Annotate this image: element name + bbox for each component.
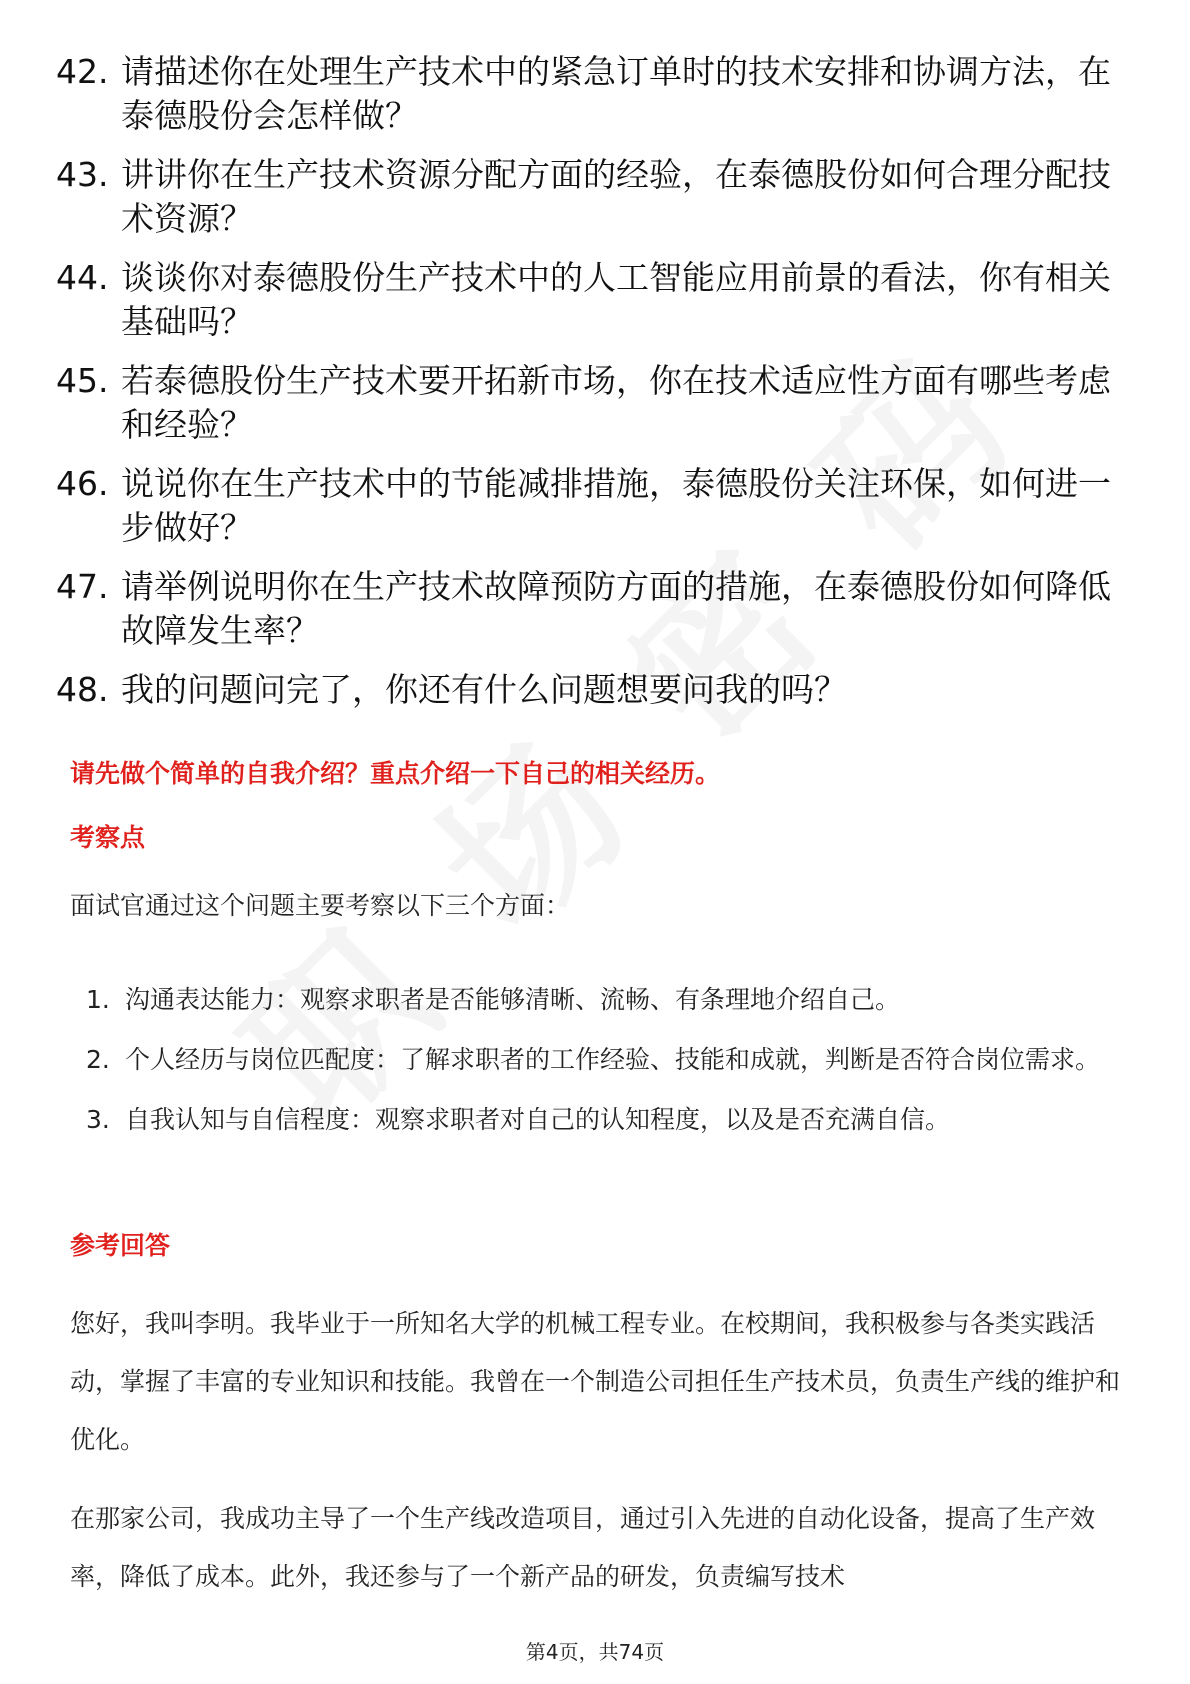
reference-answer-paragraph: 在那家公司，我成功主导了一个生产线改造项目，通过引入先进的自动化设备，提高了生产效率，降低了成本。此外，我还参与了一个新产品的研发，负责编写技术	[70, 1504, 1096, 1591]
question-text: 请描述你在处理生产技术中的紧急订单时的技术安排和协调方法，在泰德股份会怎样做？	[121, 52, 1111, 135]
question-text: 我的问题问完了，你还有什么问题想要问我的吗？	[121, 670, 847, 709]
question-item	[56, 50, 1136, 138]
question-item	[56, 153, 1136, 241]
examination-point	[70, 1032, 1130, 1088]
question-number: 42.	[56, 52, 109, 91]
examination-point	[70, 972, 1130, 1028]
question-text: 讲讲你在生产技术资源分配方面的经验，在泰德股份如何合理分配技术资源？	[121, 155, 1111, 238]
point-number: 3.	[86, 1105, 110, 1134]
question-number: 48.	[56, 670, 109, 709]
question-number: 45.	[56, 361, 109, 400]
question-item	[56, 462, 1136, 550]
section-question-heading: 请先做个简单的自我介绍？重点介绍一下自己的相关经历。	[70, 759, 721, 788]
question-text: 谈谈你对泰德股份生产技术中的人工智能应用前景的看法，你有相关基础吗？	[121, 258, 1111, 341]
question-number: 43.	[56, 155, 109, 194]
examination-point	[70, 1092, 1130, 1148]
question-text: 请举例说明你在生产技术故障预防方面的措施，在泰德股份如何降低故障发生率？	[121, 567, 1111, 650]
reference-answer-label: 参考回答	[70, 1231, 171, 1260]
question-text: 说说你在生产技术中的节能减排措施，泰德股份关注环保，如何进一步做好？	[121, 464, 1111, 547]
question-text: 若泰德股份生产技术要开拓新市场，你在技术适应性方面有哪些考虑和经验？	[121, 361, 1111, 444]
examination-intro: 面试官通过这个问题主要考察以下三个方面：	[70, 891, 571, 920]
question-number: 46.	[56, 464, 109, 503]
point-text: 个人经历与岗位匹配度：了解求职者的工作经验、技能和成就，判断是否符合岗位需求。	[125, 1045, 1101, 1074]
point-number: 1.	[86, 985, 110, 1014]
point-text: 自我认知与自信程度：观察求职者对自己的认知程度，以及是否充满自信。	[125, 1105, 951, 1134]
question-item	[56, 565, 1136, 653]
examination-points-list	[70, 972, 1130, 1152]
reference-answer-paragraph: 您好，我叫李明。我毕业于一所知名大学的机械工程专业。在校期间，我积极参与各类实践活动，掌握了丰富的专业知识和技能。我曾在一个制造公司担任生产技术员，负责生产线的维护和优化。	[70, 1309, 1121, 1454]
examination-points-label: 考察点	[70, 823, 146, 852]
question-number: 44.	[56, 258, 109, 297]
question-item	[56, 256, 1136, 344]
question-item	[56, 359, 1136, 447]
point-text: 沟通表达能力：观察求职者是否能够清晰、流畅、有条理地介绍自己。	[125, 985, 901, 1014]
question-item	[56, 668, 1136, 712]
question-number: 47.	[56, 567, 109, 606]
question-list	[56, 50, 1136, 727]
page-number-footer: 第4页，共74页	[525, 1640, 665, 1664]
point-number: 2.	[86, 1045, 110, 1074]
